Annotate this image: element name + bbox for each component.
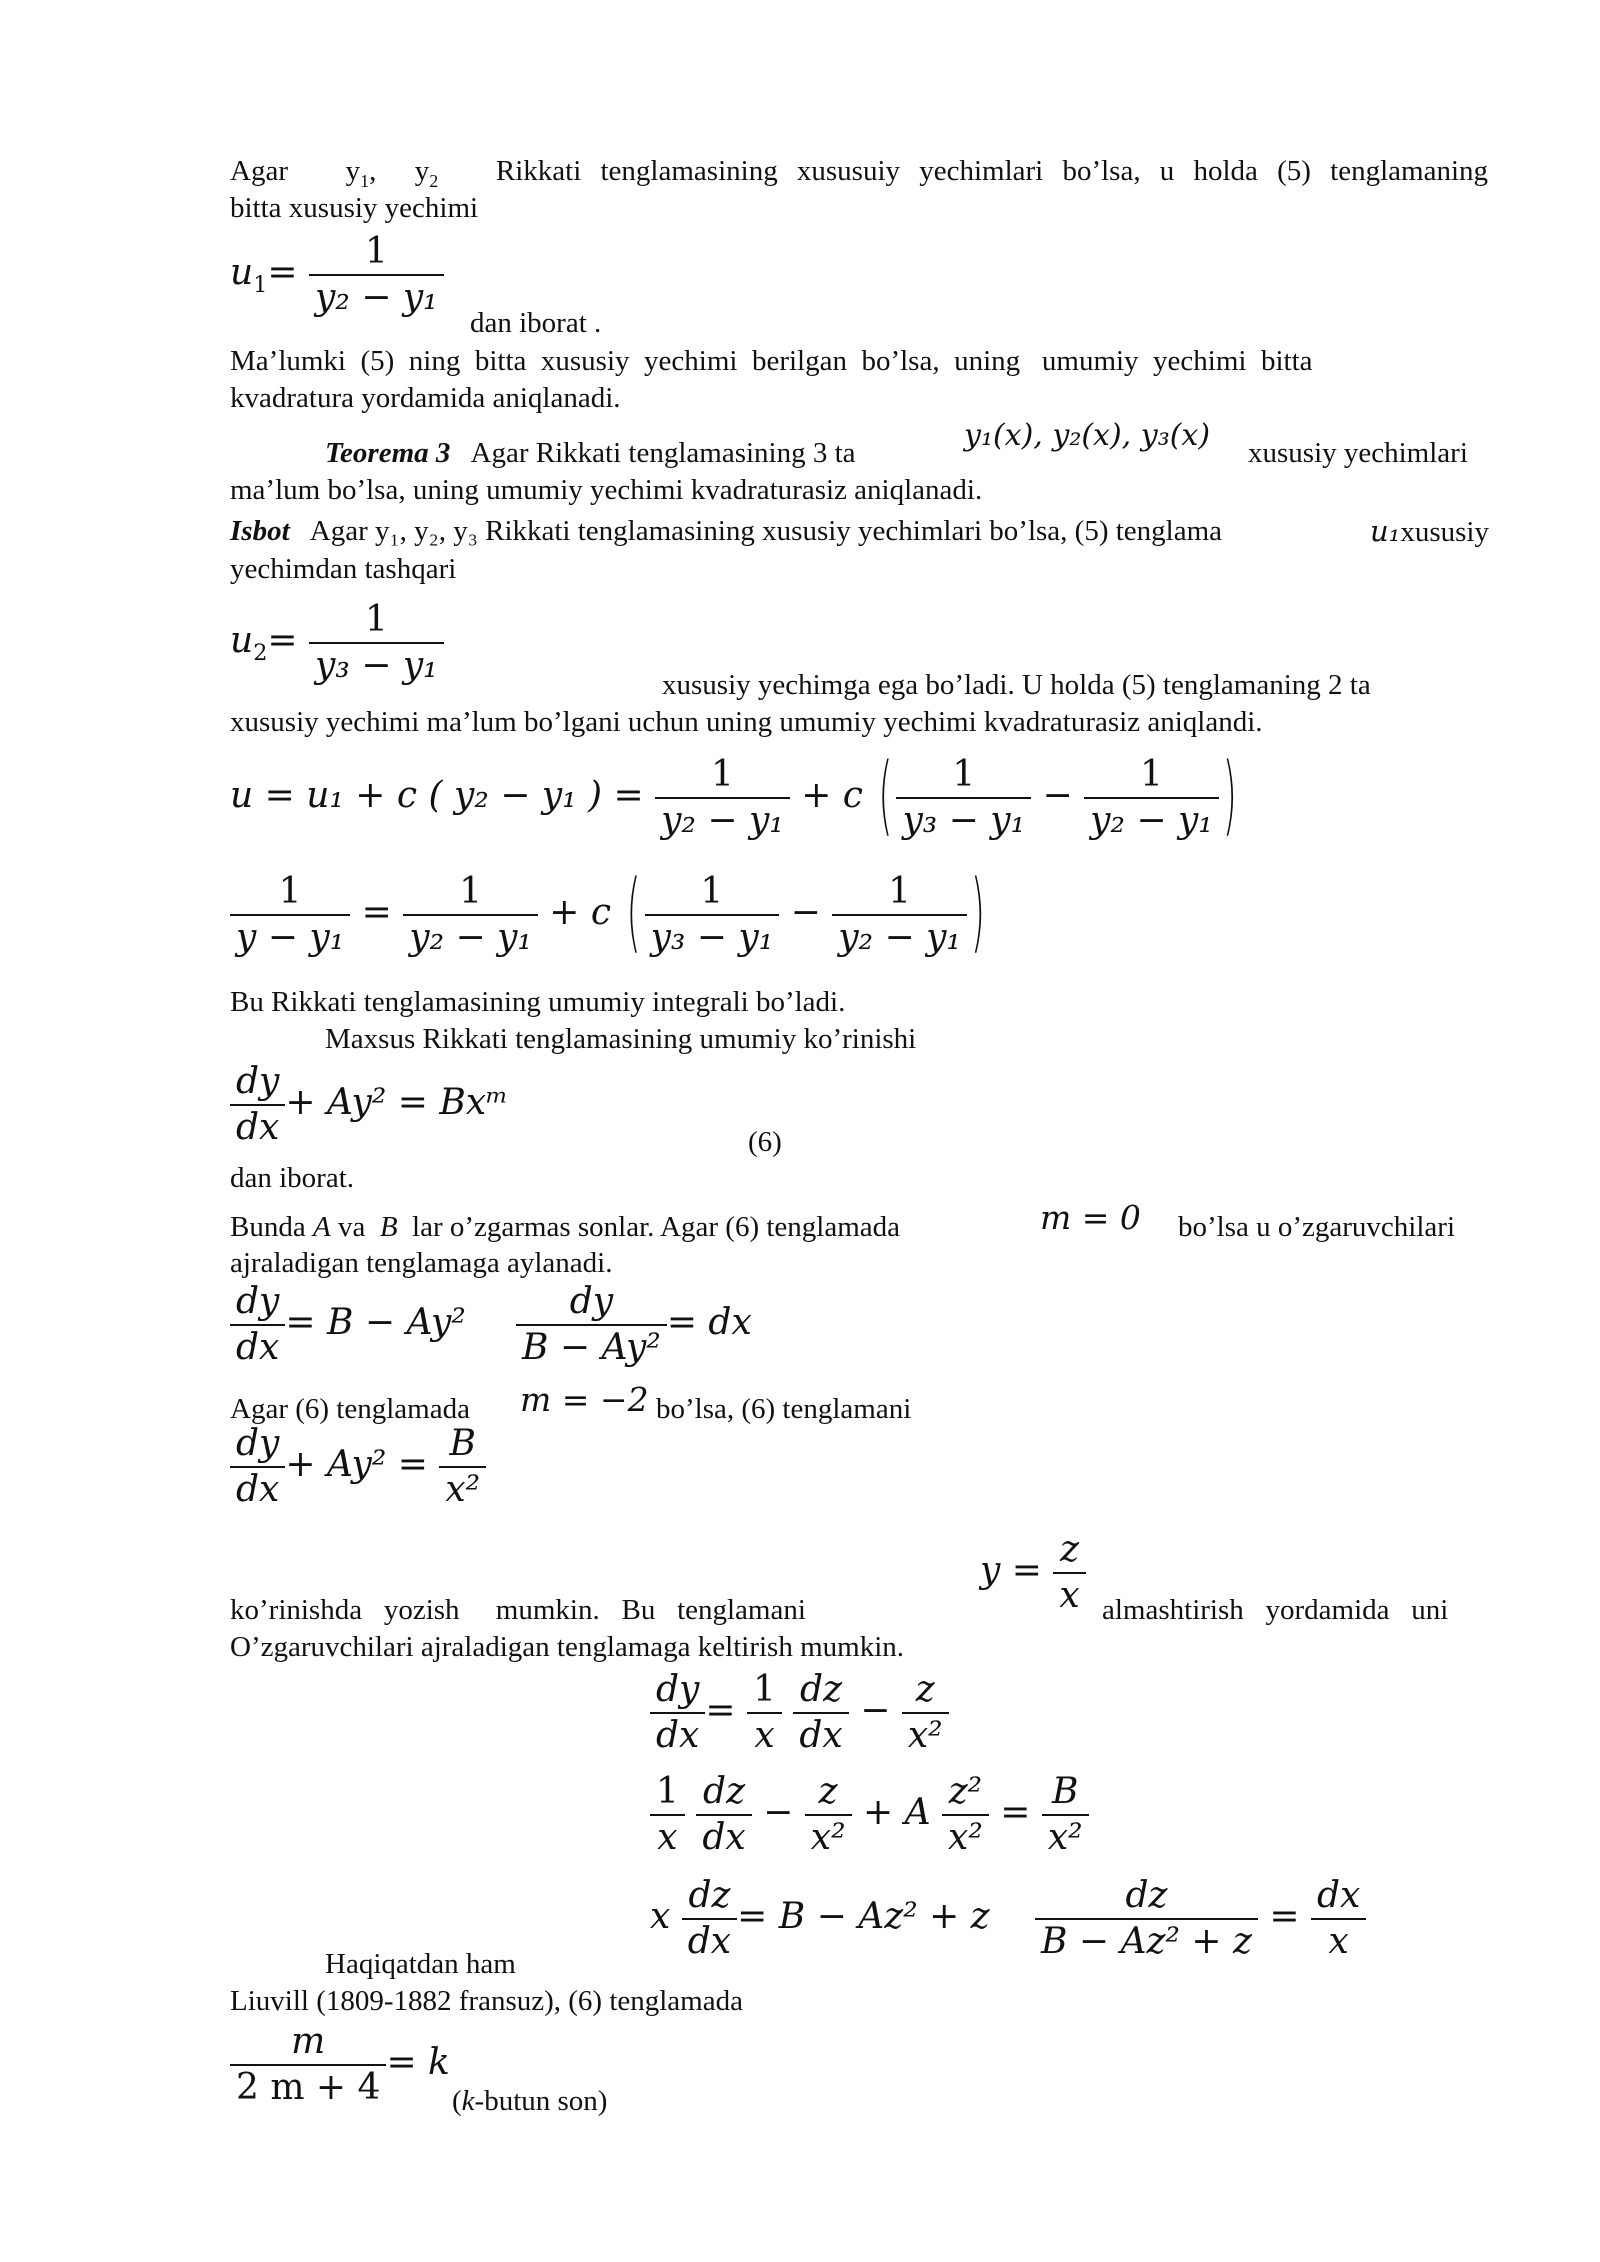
paragraph-5-line-1: Bunda A va B lar o’zgarmas sonlar. Agar (6) tenglamada <box>230 1211 901 1243</box>
paragraph-7-line-2: O’zgaruvchilari ajraladigan tenglamaga keltirish mumkin. <box>230 1631 905 1663</box>
fraction: $\frac{B}{\text{x²}}$ <box>439 1424 486 1510</box>
fraction: $\frac{dz}{dx}$ <box>696 1772 751 1858</box>
formula-u1: $u_1=$ $\frac{1}{\text{y₂ − y₁}}$ <box>230 232 444 318</box>
fraction: $\frac{1}{\text{y₂ − y₁}}$ <box>655 755 790 841</box>
fraction: $\frac{dz}{dx}$ <box>793 1670 848 1756</box>
formula-separable-a: $\frac{dy}{dx}$ = B − Ay² <box>230 1282 466 1368</box>
formula-riccati-special: $\frac{dy}{dx}$ + Ay² = Bxᵐ <box>230 1062 508 1148</box>
proof-label: Isbot <box>230 515 290 547</box>
equation-number-6: (6) <box>748 1126 782 1158</box>
fraction: $\frac{dy}{dx}$ <box>230 1062 285 1148</box>
fraction: $\frac{1}{\text{y₃ − y₁}}$ <box>309 600 444 686</box>
formula-liouville: $\frac{m}{2 m + 4}$ = k <box>230 2022 450 2108</box>
fraction: $\frac{1}{x}$ <box>650 1772 685 1858</box>
proof-line-1: Isbot Agar y₁, y₂, y₃ Rikkati tenglamasining xususiy yechimlari bo’lsa, (5) tenglama <box>230 515 1223 547</box>
paragraph-4-line-1: Bu Rikkati tenglamasining umumiy integrali bo’ladi. <box>230 986 846 1018</box>
paragraph-1-line-1: Agar $y_1$, $y_2$ Rikkati tenglamasining xususuiy yechimlari bo’lsa, u holda (5) tenglamaning <box>230 155 1489 191</box>
fraction: $\frac{dy}{\text{B − Ay²}}$ <box>516 1282 667 1368</box>
paragraph-6-a: Agar (6) tenglamada <box>230 1393 470 1425</box>
formula-m-minus-two: $\frac{dy}{dx}$ + Ay² = $\frac{B}{\text{x²}}$ <box>230 1424 486 1510</box>
formula-separable-b: $\frac{dy}{\text{B − Ay²}}$ = dx <box>516 1282 752 1368</box>
paragraph-4-line-2: Maxsus Rikkati tenglamasining umumiy ko’rinishi <box>325 1023 917 1055</box>
fraction: $\frac{dz}{\text{B − Az² + z}}$ <box>1035 1876 1258 1962</box>
fraction: $\frac{1}{\text{y₃ − y₁}}$ <box>645 872 780 958</box>
fraction: $\frac{1}{x}$ <box>747 1670 782 1756</box>
proof-line-2: yechimdan tashqari <box>230 553 457 585</box>
paragraph-5-line-2: ajraladigan tenglamaga aylanadi. <box>230 1247 613 1279</box>
fraction: $\frac{dy}{dx}$ <box>230 1424 285 1510</box>
formula-u2: $u_2=$ $\frac{1}{\text{y₃ − y₁}}$ <box>230 600 444 686</box>
fraction: $\frac{1}{\text{y₂ − y₁}}$ <box>309 232 444 318</box>
paragraph-7-b: almashtirish yordamida uni <box>1102 1594 1449 1626</box>
theorem-functions: y₁(x), y₂(x), y₃(x) <box>964 418 1211 453</box>
fraction: $\frac{dx}{x}$ <box>1311 1876 1366 1962</box>
fraction: $\frac{z}{x}$ <box>1053 1530 1085 1616</box>
fraction: $\frac{1}{\text{y₂ − y₁}}$ <box>832 872 967 958</box>
paragraph-2-line-2: kvadratura yordamida aniqlanadi. <box>230 382 621 414</box>
formula-substituted: $\frac{1}{x}$ $\frac{dz}{dx}$ − $\frac{z}{\text{x²}}$ + A $\frac{\text{z²}}{\text{x²}}$ = $\frac{B}{\text{x²}}$ <box>650 1772 1089 1858</box>
paragraph-8-line-2: Liuvill (1809-1882 fransuz), (6) tenglamada <box>230 1985 743 2017</box>
fraction: $\frac{B}{\text{x²}}$ <box>1042 1772 1089 1858</box>
paragraph-6-b: bo’lsa, (6) tenglamani <box>656 1393 912 1425</box>
paragraph-7-a: ko’rinishda yozish mumkin. Bu tenglamani <box>230 1594 806 1626</box>
paragraph-5-line-1-end: bo’lsa u o’zgaruvchilari <box>1178 1211 1456 1243</box>
fraction: $\frac{dz}{dx}$ <box>682 1876 737 1962</box>
paragraph-2-line-1: Ma’lumki (5) ning bitta xususiy yechimi berilgan bo’lsa, uning umumiy yechimi bitta <box>230 345 1313 377</box>
formula-general-solution: u = u₁ + c ( y₂ − y₁ ) = $\frac{1}{\text{y₂ − y₁}}$ + c ( $\frac{1}{\text{y₃ − y₁}}$ − $\frac{1}{\text{y₂ − y₁}}$ ) <box>230 747 1237 846</box>
condition-m-minus-two: m = −2 <box>520 1380 649 1419</box>
fraction: $\frac{z}{\text{x²}}$ <box>902 1670 949 1756</box>
formula-separated: $\frac{dz}{\text{B − Az² + z}}$ = $\frac{dx}{x}$ <box>1035 1876 1366 1962</box>
fraction: $\frac{1}{\text{y₃ − y₁}}$ <box>896 755 1031 841</box>
liouville-note: (k-butun son) <box>452 2085 608 2117</box>
fraction: $\frac{dy}{dx}$ <box>650 1670 705 1756</box>
fraction: $\frac{dy}{dx}$ <box>230 1282 285 1368</box>
fraction: $\frac{z}{\text{x²}}$ <box>805 1772 852 1858</box>
formula-u1-suffix: dan iborat . <box>470 307 602 339</box>
formula-general-integral: $\frac{1}{\text{y − y₁}}$ = $\frac{1}{\text{y₂ − y₁}}$ + c ( $\frac{1}{\text{y₃ − y₁}}$ − $\frac{1}{\text{y₂ − y₁}}$ ) <box>230 872 989 958</box>
paragraph-3-line-1: xususiy yechimga ega bo’ladi. U holda (5) tenglamaning 2 ta <box>662 669 1371 701</box>
theorem-line-1: Teorema 3 Agar Rikkati tenglamasining 3 ta <box>325 437 856 469</box>
proof-u1: u₁xususiy <box>1370 514 1489 548</box>
paragraph-3-line-2: xususiy yechimi ma’lum bo’lgani uchun uning umumiy yechimi kvadraturasiz aniqlandi. <box>230 706 1263 738</box>
fraction: $\frac{1}{\text{y₂ − y₁}}$ <box>403 872 538 958</box>
formula-separable-result: x $\frac{dz}{dx}$ = B − Az² + z <box>650 1875 990 1962</box>
paragraph-8-line-1: Haqiqatdan ham <box>325 1948 516 1980</box>
theorem-line-2: ma’lum bo’lsa, uning umumiy yechimi kvadraturasiz aniqlanadi. <box>230 474 983 506</box>
fraction: $\frac{m}{2 m + 4}$ <box>230 2022 386 2108</box>
fraction: $\frac{1}{\text{y − y₁}}$ <box>230 872 350 958</box>
paragraph-1-line-2: bitta xususiy yechimi <box>230 192 479 224</box>
formula-substitution: y = $\frac{z}{x}$ <box>980 1530 1086 1616</box>
paragraph-5-iborat: dan iborat. <box>230 1162 355 1194</box>
theorem-label: Teorema 3 <box>325 437 451 469</box>
theorem-after: xususiy yechimlari <box>1248 437 1468 469</box>
fraction: $\frac{1}{\text{y₂ − y₁}}$ <box>1084 755 1219 841</box>
fraction: $\frac{\text{z²}}{\text{x²}}$ <box>942 1772 989 1858</box>
condition-m-zero: m = 0 <box>1040 1198 1141 1237</box>
formula-derivative: $\frac{dy}{dx}$ = $\frac{1}{x}$ $\frac{dz}{dx}$ − $\frac{z}{\text{x²}}$ <box>650 1670 949 1756</box>
